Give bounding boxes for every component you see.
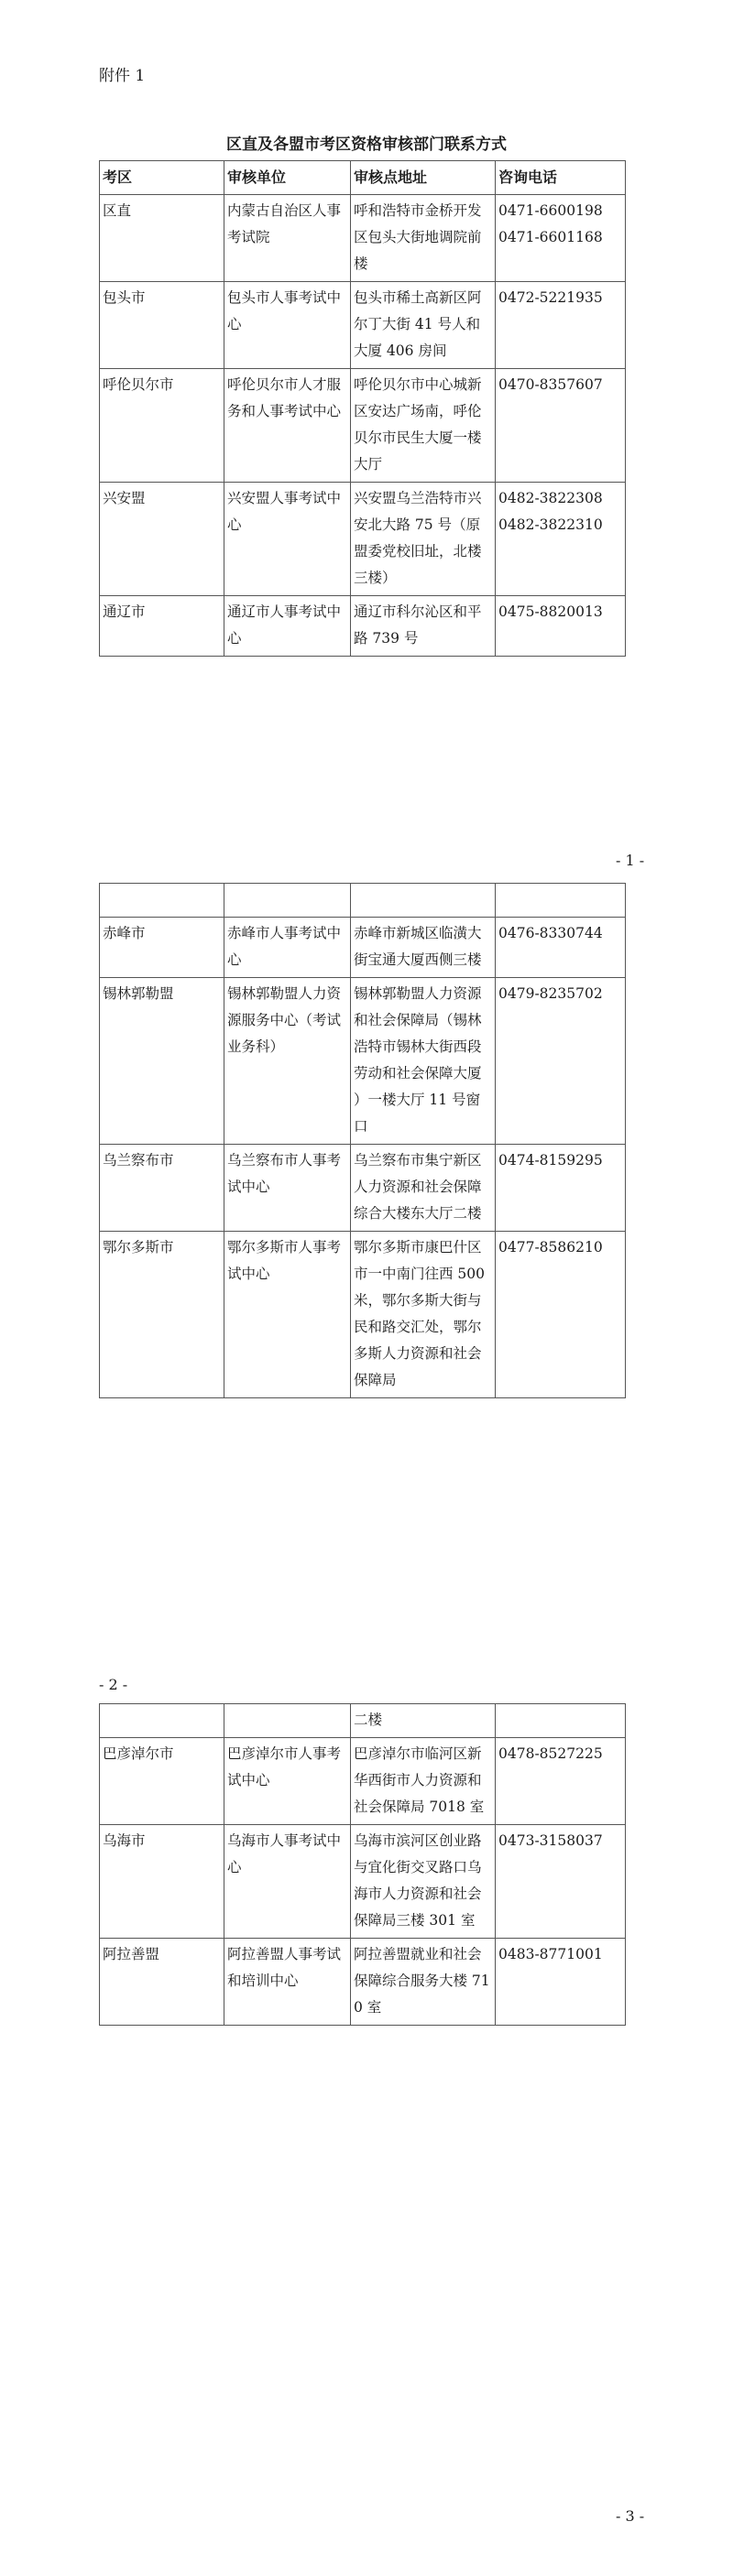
cell-region: 兴安盟	[100, 483, 224, 596]
header-unit: 审核单位	[224, 161, 351, 195]
cell-unit: 兴安盟人事考试中心	[224, 483, 351, 596]
cell-address: 阿拉善盟就业和社会保障综合服务大楼 710 室	[351, 1939, 496, 2026]
cell-address: 通辽市科尔沁区和平路 739 号	[351, 596, 496, 657]
cell-region: 乌海市	[100, 1825, 224, 1939]
attachment-label: 附件 1	[99, 67, 146, 85]
table-row	[100, 195, 626, 282]
table-header-row	[100, 161, 626, 195]
cell-address: 乌兰察布市集宁新区人力资源和社会保障综合大楼东大厅二楼	[351, 1145, 496, 1232]
cell-unit: 阿拉善盟人事考试和培训中心	[224, 1939, 351, 2026]
table-body-page-1	[100, 195, 626, 657]
cell-unit: 乌海市人事考试中心	[224, 1825, 351, 1939]
cell-address: 赤峰市新城区临潢大街宝通大厦西侧三楼	[351, 918, 496, 978]
cell-unit	[224, 1704, 351, 1738]
cell-address: 乌海市滨河区创业路与宜化街交叉路口乌海市人力资源和社会保障局三楼 301 室	[351, 1825, 496, 1939]
page-number-2: - 2 -	[99, 1676, 128, 1693]
page-number-1: - 1 -	[616, 852, 645, 869]
cell-region	[100, 1704, 224, 1738]
cell-phone: 0482-3822308 0482-3822310	[496, 483, 626, 596]
table-body-page-3	[100, 1704, 626, 2026]
cell-unit: 包头市人事考试中心	[224, 282, 351, 369]
cell-region: 鄂尔多斯市	[100, 1232, 224, 1398]
cell-phone: 0476-8330744	[496, 918, 626, 978]
contact-table-page-3	[99, 1703, 626, 2026]
cell-region: 包头市	[100, 282, 224, 369]
header-address: 审核点地址	[351, 161, 496, 195]
cell-phone: 0483-8771001	[496, 1939, 626, 2026]
cell-region: 阿拉善盟	[100, 1939, 224, 2026]
cell-address	[351, 884, 496, 918]
document-title: 区直及各盟市考区资格审核部门联系方式	[226, 136, 507, 154]
cell-phone	[496, 884, 626, 918]
cell-region: 巴彦淖尔市	[100, 1738, 224, 1825]
table-row	[100, 596, 626, 657]
cell-phone	[496, 1704, 626, 1738]
cell-address: 呼伦贝尔市中心城新区安达广场南，呼伦贝尔市民生大厦一楼大厅	[351, 369, 496, 483]
cell-address: 二楼	[351, 1704, 496, 1738]
cell-unit: 锡林郭勒盟人力资源服务中心（考试业务科）	[224, 978, 351, 1145]
cell-unit: 通辽市人事考试中心	[224, 596, 351, 657]
contact-table-page-1	[99, 160, 626, 657]
cell-unit: 赤峰市人事考试中心	[224, 918, 351, 978]
table-row-continuation	[100, 884, 626, 918]
page-number-3: - 3 -	[616, 2507, 645, 2525]
cell-phone: 0470-8357607	[496, 369, 626, 483]
cell-unit: 巴彦淖尔市人事考试中心	[224, 1738, 351, 1825]
cell-address: 巴彦淖尔市临河区新华西街市人力资源和社会保障局 7018 室	[351, 1738, 496, 1825]
table-row	[100, 918, 626, 978]
header-region: 考区	[100, 161, 224, 195]
cell-phone: 0478-8527225	[496, 1738, 626, 1825]
table-row	[100, 1939, 626, 2026]
table-row	[100, 978, 626, 1145]
cell-region: 赤峰市	[100, 918, 224, 978]
cell-address: 呼和浩特市金桥开发区包头大街地调院前楼	[351, 195, 496, 282]
cell-unit: 呼伦贝尔市人才服务和人事考试中心	[224, 369, 351, 483]
table-row	[100, 1825, 626, 1939]
cell-address: 锡林郭勒盟人力资源和社会保障局（锡林浩特市锡林大街西段劳动和社会保障大厦 ）一楼大厅 11 号窗口	[351, 978, 496, 1145]
cell-region: 乌兰察布市	[100, 1145, 224, 1232]
table-row	[100, 1738, 626, 1825]
cell-phone: 0479-8235702	[496, 978, 626, 1145]
table-row	[100, 1232, 626, 1398]
table-row	[100, 369, 626, 483]
table-row	[100, 483, 626, 596]
contact-table-page-2	[99, 883, 626, 1398]
cell-unit: 鄂尔多斯市人事考试中心	[224, 1232, 351, 1398]
cell-region: 呼伦贝尔市	[100, 369, 224, 483]
cell-phone: 0477-8586210	[496, 1232, 626, 1398]
cell-region: 通辽市	[100, 596, 224, 657]
cell-unit	[224, 884, 351, 918]
cell-address: 鄂尔多斯市康巴什区市一中南门往西 500 米，鄂尔多斯大街与民和路交汇处，鄂尔多斯人力资源和社会保障局	[351, 1232, 496, 1398]
table-row-continuation	[100, 1704, 626, 1738]
table-row	[100, 282, 626, 369]
cell-unit: 乌兰察布市人事考试中心	[224, 1145, 351, 1232]
cell-unit: 内蒙古自治区人事考试院	[224, 195, 351, 282]
cell-phone: 0474-8159295	[496, 1145, 626, 1232]
table-body-page-2	[100, 884, 626, 1398]
cell-region: 区直	[100, 195, 224, 282]
cell-region	[100, 884, 224, 918]
cell-phone: 0475-8820013	[496, 596, 626, 657]
table-row	[100, 1145, 626, 1232]
cell-region: 锡林郭勒盟	[100, 978, 224, 1145]
cell-phone: 0472-5221935	[496, 282, 626, 369]
cell-phone: 0473-3158037	[496, 1825, 626, 1939]
header-phone: 咨询电话	[496, 161, 626, 195]
cell-address: 兴安盟乌兰浩特市兴安北大路 75 号（原盟委党校旧址，北楼三楼）	[351, 483, 496, 596]
cell-phone: 0471-6600198 0471-6601168	[496, 195, 626, 282]
cell-address: 包头市稀土高新区阿尔丁大街 41 号人和大厦 406 房间	[351, 282, 496, 369]
